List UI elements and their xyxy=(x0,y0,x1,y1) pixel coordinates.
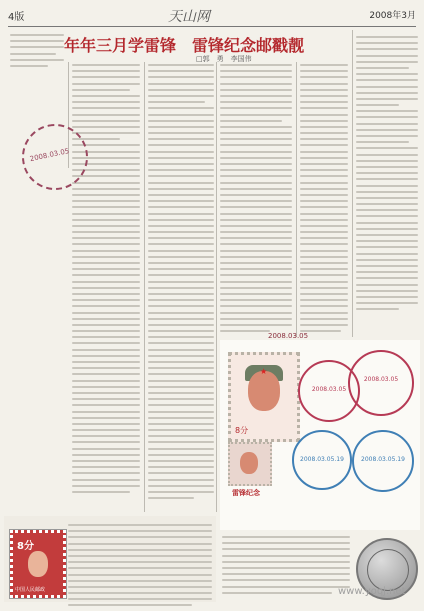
stamp-value: 8分 xyxy=(17,541,34,552)
postmark-date: 2008.03.05 xyxy=(311,386,347,393)
issue-date: 2008年3月 xyxy=(369,11,416,21)
portrait-face xyxy=(248,371,280,411)
postmark-date: 2008.03.05.19 xyxy=(300,456,344,463)
postmark-label: 雷锋纪念 xyxy=(232,489,260,497)
cover-date: 2008.03.05 xyxy=(268,332,309,340)
article-headline: 年年三月学雷锋 雷锋纪念邮戳靓 xyxy=(64,36,305,55)
postmark-date: 2008.03.05 xyxy=(29,147,70,164)
postmark-red-2 xyxy=(348,350,414,416)
postmark-blue-1 xyxy=(292,430,352,490)
page-header xyxy=(8,6,416,26)
watermark: www.yoqj.net xyxy=(338,586,406,597)
small-portrait-stamp xyxy=(228,442,272,486)
postmark-blue-2 xyxy=(352,430,414,492)
page-number: 4版 xyxy=(8,12,25,23)
body-text-column-4 xyxy=(300,64,348,336)
body-text-column-right xyxy=(356,36,418,314)
intro-text-block xyxy=(10,34,64,71)
portrait-face xyxy=(240,452,258,474)
header-divider xyxy=(8,26,416,27)
column-divider xyxy=(144,62,145,512)
body-text-lower-right xyxy=(222,536,350,598)
body-text-column-1 xyxy=(72,64,140,497)
stamp-value: 8分 xyxy=(235,426,249,435)
portrait-stamp xyxy=(228,352,300,442)
body-text-column-3 xyxy=(220,64,292,336)
portrait-face xyxy=(28,551,48,577)
masthead-logo: 天山网 xyxy=(168,9,210,25)
column-divider xyxy=(296,62,297,337)
stamp-country: 中国人民邮政 xyxy=(15,587,46,593)
column-divider xyxy=(216,62,217,512)
lower-panel-text xyxy=(68,524,212,611)
article-byline: □郭 勇 李国伟 xyxy=(196,55,252,63)
postmark-date: 2008.03.05.19 xyxy=(361,456,405,463)
coin-inner-ring xyxy=(367,549,409,591)
column-divider xyxy=(352,30,353,337)
postmark-date: 2008.03.05 xyxy=(363,376,399,383)
body-text-column-2 xyxy=(148,64,214,503)
red-stamp xyxy=(10,530,66,598)
star-icon: ★ xyxy=(260,367,268,376)
